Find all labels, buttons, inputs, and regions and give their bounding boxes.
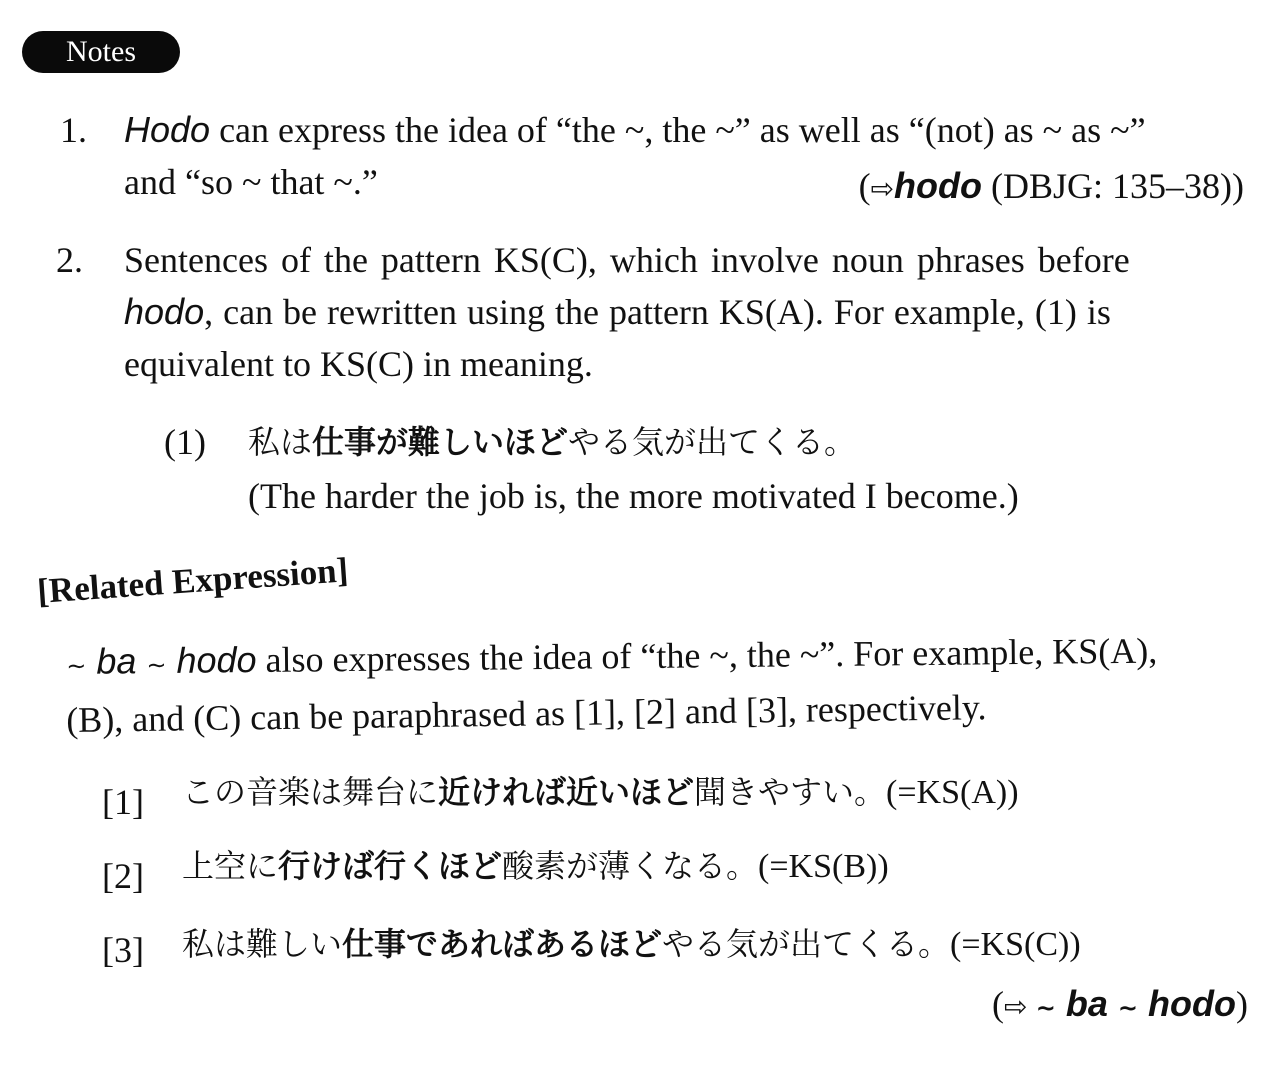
hodo-term: hodo	[124, 291, 205, 332]
related-item-2-pre: 上空に	[182, 847, 279, 885]
tilde-2: ~	[146, 650, 167, 680]
example-1-translation: (The harder the job is, the more motivated I become.)	[248, 476, 1019, 516]
hodo-term: Hodo	[124, 109, 211, 150]
example-1-pre: 私は	[248, 423, 313, 461]
note-1-line-1	[124, 110, 1146, 150]
note-2-line-3: equivalent to KS(C) in meaning.	[124, 344, 593, 384]
related-item-2-post: 酸素が薄くなる。	[502, 847, 759, 885]
note-2-number: 2.	[56, 240, 83, 280]
right-arrow-icon: ⇨	[1003, 990, 1028, 1023]
related-item-2-sentence	[182, 846, 889, 887]
notes-badge	[22, 31, 180, 73]
example-1-pattern: 仕事が難しいほど	[312, 423, 569, 461]
related-intro-line-1	[66, 631, 1157, 686]
ba-term: ba	[86, 640, 147, 682]
example-1-sentence	[248, 422, 856, 462]
heading-close-bracket: ]	[335, 550, 350, 590]
related-item-3-tag: (=KS(C))	[950, 926, 1081, 963]
related-item-1-number: [1]	[102, 782, 144, 822]
related-item-1-pattern: 近ければ近いほど	[438, 773, 695, 811]
example-1-post: やる気が出てくる。	[568, 423, 857, 461]
related-item-3-pre: 私は難しい	[182, 925, 343, 963]
note-1-reference	[859, 166, 1244, 209]
related-reference	[992, 984, 1248, 1028]
ba-term: ba	[1055, 983, 1118, 1024]
note-1-line-2: and “so ~ that ~.”	[124, 162, 378, 202]
ref-close-paren: )	[1236, 984, 1248, 1024]
related-item-2-number: [2]	[102, 856, 144, 896]
related-expression-heading	[36, 550, 349, 612]
hodo-term: hodo	[1138, 983, 1236, 1024]
related-item-1-post: 聞きやすい。	[694, 773, 887, 811]
note-2-line-2	[124, 292, 1111, 332]
note-2-line-2-text: , can be rewritten using the pattern KS(A). For example, (1) is	[204, 292, 1111, 332]
note-1-number: 1.	[60, 110, 87, 150]
right-arrow-icon: ⇨	[870, 172, 895, 205]
related-item-3-number: [3]	[102, 930, 144, 970]
related-item-3-pattern: 仕事であればあるほど	[342, 925, 663, 963]
note-2-line-1: Sentences of the pattern KS(C), which involve noun phrases before	[124, 240, 1130, 280]
hodo-term: hodo	[166, 639, 257, 681]
tilde-1: ~	[1027, 994, 1056, 1022]
notes-label: Notes	[66, 35, 136, 68]
related-intro-line-2: (B), and (C) can be paraphrased as [1], [2] and [3], respectively.	[66, 687, 987, 740]
tilde-1: ~	[66, 651, 87, 680]
heading-text: Related Expression	[47, 551, 338, 611]
note-1-line-1-text: can express the idea of “the ~, the ~” as well as “(not) as ~ as ~”	[210, 110, 1146, 150]
ref-open-paren: (	[991, 984, 1004, 1024]
tilde-2: ~	[1117, 994, 1139, 1022]
related-item-3-post: やる気が出てくる。	[662, 925, 951, 963]
related-item-2-pattern: 行けば行くほど	[278, 847, 503, 885]
ref-open-paren: (	[858, 166, 871, 206]
related-item-1-pre: この音楽は舞台に	[182, 773, 439, 811]
related-item-1-tag: (=KS(A))	[886, 774, 1019, 811]
related-item-1-sentence	[182, 772, 1019, 813]
ref-term-hodo: hodo	[894, 165, 983, 206]
related-item-3-sentence	[182, 924, 1081, 965]
related-item-2-tag: (=KS(B))	[758, 848, 889, 885]
ref-source: (DBJG: 135–38))	[982, 166, 1244, 206]
example-1-number: (1)	[164, 422, 206, 462]
heading-open-bracket: [	[36, 571, 51, 611]
related-intro-line-1-text: also expresses the idea of “the ~, the ~”. For example, KS(A),	[256, 630, 1158, 681]
